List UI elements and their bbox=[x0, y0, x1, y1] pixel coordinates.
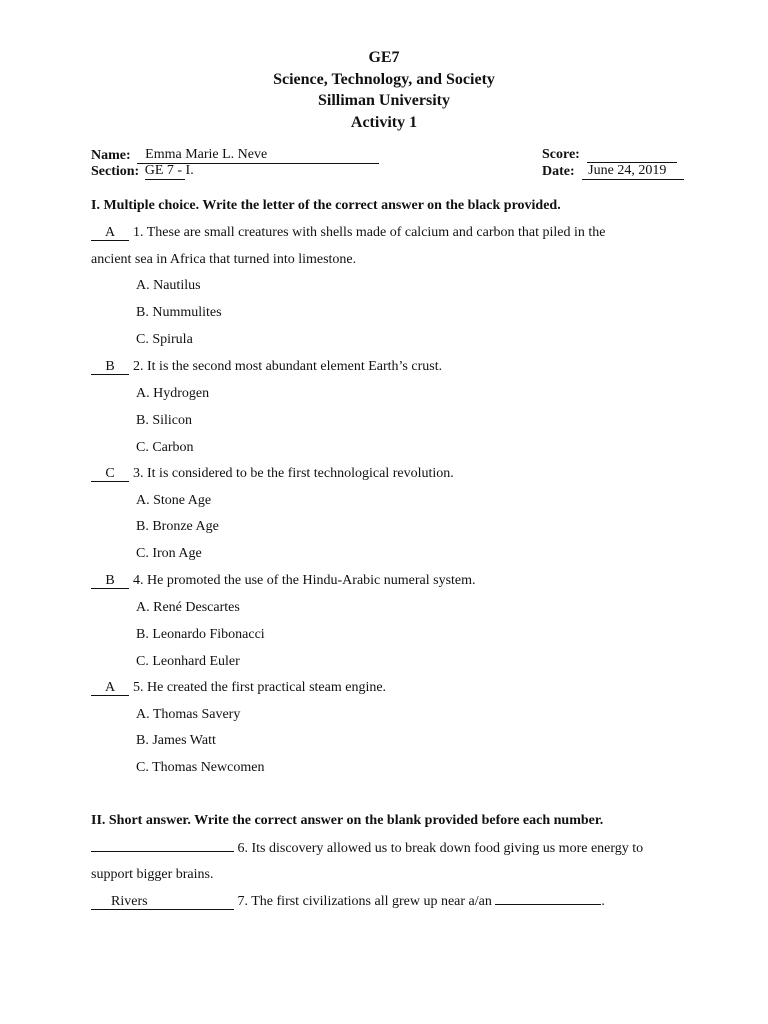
question-7: Rivers 7. The first civilizations all grew up near a/an . bbox=[91, 894, 605, 910]
date-value: June 24, 2019 bbox=[588, 163, 667, 178]
course-title: Science, Technology, and Society bbox=[273, 70, 495, 88]
answer-blank: A bbox=[91, 681, 129, 696]
answer-blank: C bbox=[91, 467, 129, 482]
name-field bbox=[137, 147, 379, 164]
question-text: 3. It is considered to be the first technological revolution. bbox=[133, 466, 454, 481]
name-row bbox=[91, 147, 379, 164]
question-1 bbox=[91, 225, 605, 241]
option-item: B. Silicon bbox=[136, 413, 193, 428]
question-text: 6. Its discovery allowed us to break down food giving us more energy to bbox=[237, 841, 644, 856]
score-label: Score: bbox=[542, 147, 580, 162]
question-text: 4. He promoted the use of the Hindu-Arabic numeral system. bbox=[133, 573, 476, 588]
question-text: 5. He created the first practical steam engine. bbox=[133, 680, 387, 695]
document-header bbox=[0, 47, 768, 133]
option-item: B. Leonardo Fibonacci bbox=[136, 627, 265, 642]
question-text: 7. The first civilizations all grew up near a/an bbox=[237, 894, 492, 909]
question-5 bbox=[91, 680, 386, 696]
question-4 bbox=[91, 573, 476, 589]
question-1-continued: ancient sea in Africa that turned into limestone. bbox=[91, 252, 357, 267]
answer-blank: Rivers bbox=[91, 895, 234, 910]
option-item: C. Leonhard Euler bbox=[136, 654, 240, 669]
question-text: 2. It is the second most abundant element Earth’s crust. bbox=[133, 359, 443, 374]
part1-heading: I. Multiple choice. Write the letter of the correct answer on the black provided. bbox=[91, 198, 561, 213]
option-item: C. Spirula bbox=[136, 332, 193, 347]
date-row bbox=[542, 163, 684, 180]
section-field bbox=[144, 163, 194, 180]
answer-blank: B bbox=[91, 574, 129, 589]
trailing-blank bbox=[495, 904, 601, 905]
option-item: C. Thomas Newcomen bbox=[136, 760, 265, 775]
name-value: Emma Marie L. Neve bbox=[145, 147, 268, 162]
option-item: B. Bronze Age bbox=[136, 519, 219, 534]
name-label: Name: bbox=[91, 148, 131, 163]
option-item: A. Nautilus bbox=[136, 278, 201, 293]
question-text: 1. These are small creatures with shells made of calcium and carbon that piled in the bbox=[133, 225, 606, 240]
activity-title: Activity 1 bbox=[350, 113, 418, 131]
section-value: GE 7 - I. bbox=[144, 163, 194, 178]
option-item: A. Thomas Savery bbox=[136, 707, 241, 722]
date-label: Date: bbox=[542, 164, 575, 179]
course-code: GE7 bbox=[368, 49, 400, 66]
section-label: Section: bbox=[91, 164, 140, 179]
part2-heading: II. Short answer. Write the correct answer on the blank provided before each number. bbox=[91, 813, 604, 828]
option-item: A. Hydrogen bbox=[136, 386, 210, 401]
option-item: C. Carbon bbox=[136, 440, 194, 455]
option-item: C. Iron Age bbox=[136, 546, 202, 561]
question-3 bbox=[91, 466, 454, 482]
option-item: A. René Descartes bbox=[136, 600, 240, 615]
section-row bbox=[91, 163, 194, 180]
answer-blank: A bbox=[91, 226, 129, 241]
question-6-continued: support bigger brains. bbox=[91, 867, 214, 882]
university-name: Silliman University bbox=[317, 92, 450, 109]
date-field bbox=[582, 163, 684, 180]
option-item: B. Nummulites bbox=[136, 305, 222, 320]
question-6 bbox=[91, 841, 643, 857]
answer-blank: B bbox=[91, 360, 129, 375]
option-item: A. Stone Age bbox=[136, 493, 212, 508]
question-2 bbox=[91, 359, 442, 375]
score-row bbox=[542, 147, 677, 163]
answer-blank bbox=[91, 851, 234, 852]
option-item: B. James Watt bbox=[136, 733, 216, 748]
